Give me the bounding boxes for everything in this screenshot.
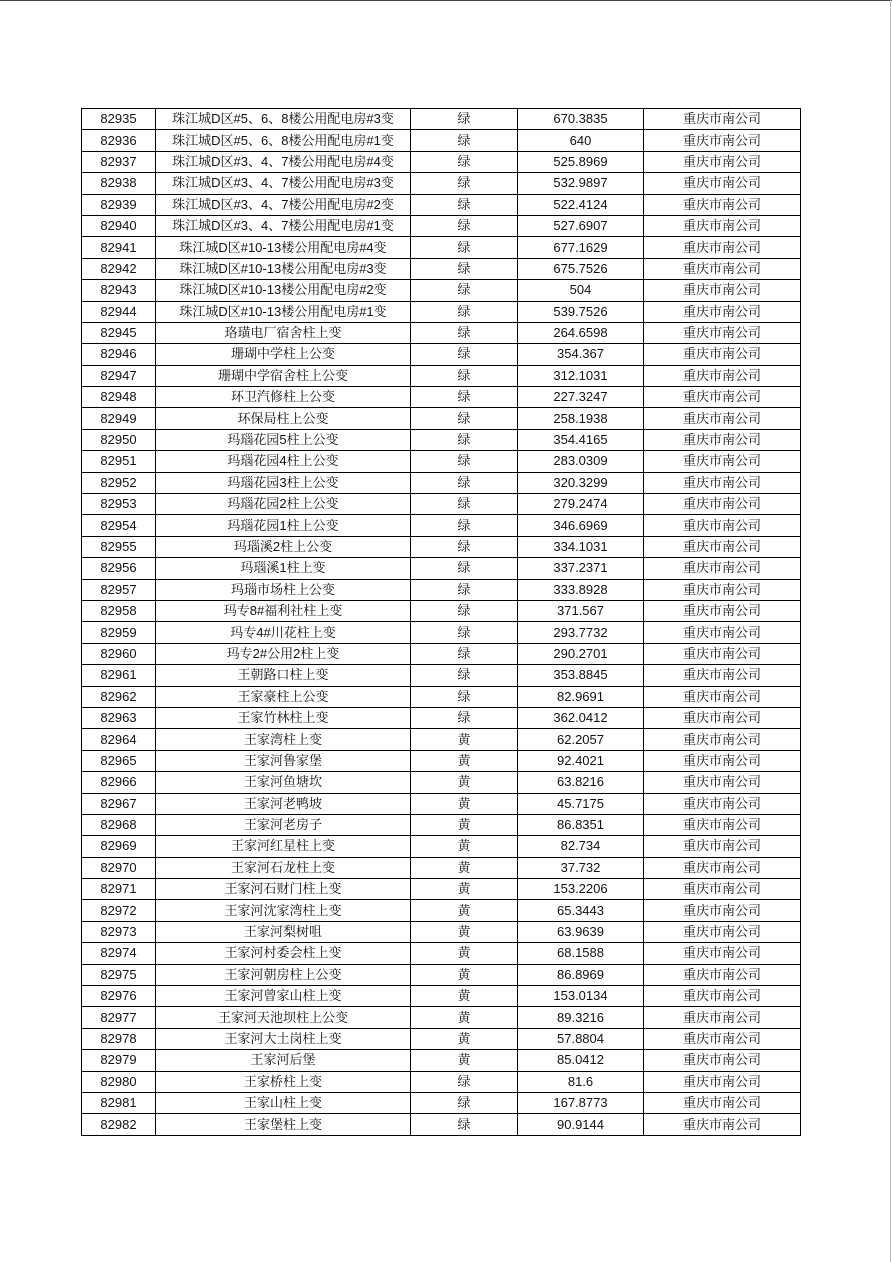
table-row (82, 408, 801, 429)
cell-name: 王家河石财门柱上变 (156, 879, 411, 900)
cell-value: 525.8969 (518, 151, 644, 172)
cell-company: 重庆市南公司 (644, 686, 801, 707)
cell-status: 黄 (411, 729, 518, 750)
table-row (82, 943, 801, 964)
cell-name: 玛瑙花园3柱上公变 (156, 472, 411, 493)
cell-id: 82976 (82, 986, 156, 1007)
cell-id: 82957 (82, 579, 156, 600)
cell-status: 绿 (411, 408, 518, 429)
cell-id: 82951 (82, 451, 156, 472)
cell-status: 黄 (411, 772, 518, 793)
table-row (82, 515, 801, 536)
cell-status: 绿 (411, 1071, 518, 1092)
table-row (82, 558, 801, 579)
cell-status: 绿 (411, 344, 518, 365)
cell-name: 环保局柱上公变 (156, 408, 411, 429)
table-row (82, 665, 801, 686)
cell-status: 绿 (411, 665, 518, 686)
cell-status: 绿 (411, 258, 518, 279)
cell-name: 玛专2#公用2柱上变 (156, 643, 411, 664)
cell-company: 重庆市南公司 (644, 943, 801, 964)
cell-id: 82955 (82, 536, 156, 557)
cell-value: 258.1938 (518, 408, 644, 429)
cell-name: 王家河石龙柱上变 (156, 857, 411, 878)
page-top-edge (0, 0, 892, 1)
table-body (82, 109, 801, 1136)
cell-value: 57.8804 (518, 1028, 644, 1049)
cell-id: 82935 (82, 109, 156, 130)
cell-status: 绿 (411, 280, 518, 301)
cell-name: 王家河朝房柱上公变 (156, 964, 411, 985)
cell-status: 绿 (411, 130, 518, 151)
cell-name: 玛瑙市场柱上公变 (156, 579, 411, 600)
cell-id: 82953 (82, 494, 156, 515)
cell-id: 82962 (82, 686, 156, 707)
cell-value: 63.9639 (518, 921, 644, 942)
table-row (82, 986, 801, 1007)
cell-id: 82937 (82, 151, 156, 172)
cell-value: 334.1031 (518, 536, 644, 557)
cell-value: 92.4021 (518, 750, 644, 771)
cell-company: 重庆市南公司 (644, 643, 801, 664)
cell-status: 绿 (411, 151, 518, 172)
cell-company: 重庆市南公司 (644, 879, 801, 900)
cell-value: 90.9144 (518, 1114, 644, 1135)
cell-value: 227.3247 (518, 387, 644, 408)
table-row (82, 472, 801, 493)
cell-id: 82964 (82, 729, 156, 750)
cell-name: 珊瑚中学柱上公变 (156, 344, 411, 365)
table-row (82, 1050, 801, 1071)
cell-company: 重庆市南公司 (644, 622, 801, 643)
table-row (82, 1071, 801, 1092)
table-row (82, 643, 801, 664)
cell-company: 重庆市南公司 (644, 365, 801, 386)
cell-name: 王家河沈家湾柱上变 (156, 900, 411, 921)
cell-value: 82.734 (518, 836, 644, 857)
cell-name: 珠江城D区#10-13楼公用配电房#4变 (156, 237, 411, 258)
cell-company: 重庆市南公司 (644, 921, 801, 942)
cell-value: 89.3216 (518, 1007, 644, 1028)
cell-company: 重庆市南公司 (644, 1028, 801, 1049)
cell-name: 王家河老鸭坡 (156, 793, 411, 814)
cell-id: 82938 (82, 173, 156, 194)
cell-value: 320.3299 (518, 472, 644, 493)
cell-company: 重庆市南公司 (644, 1007, 801, 1028)
cell-name: 王家河鱼塘坎 (156, 772, 411, 793)
cell-company: 重庆市南公司 (644, 600, 801, 621)
cell-company: 重庆市南公司 (644, 857, 801, 878)
cell-id: 82972 (82, 900, 156, 921)
cell-status: 绿 (411, 1114, 518, 1135)
cell-id: 82967 (82, 793, 156, 814)
table-row (82, 921, 801, 942)
table-row (82, 900, 801, 921)
cell-status: 黄 (411, 836, 518, 857)
cell-name: 王家河曾家山柱上变 (156, 986, 411, 1007)
cell-company: 重庆市南公司 (644, 579, 801, 600)
cell-company: 重庆市南公司 (644, 1071, 801, 1092)
table-row (82, 579, 801, 600)
cell-id: 82941 (82, 237, 156, 258)
cell-name: 珠江城D区#10-13楼公用配电房#2变 (156, 280, 411, 301)
cell-name: 珠江城D区#3、4、7楼公用配电房#2变 (156, 194, 411, 215)
cell-status: 绿 (411, 215, 518, 236)
cell-company: 重庆市南公司 (644, 494, 801, 515)
cell-company: 重庆市南公司 (644, 258, 801, 279)
cell-name: 玛瑙溪2柱上公变 (156, 536, 411, 557)
cell-id: 82961 (82, 665, 156, 686)
cell-value: 640 (518, 130, 644, 151)
cell-name: 王家河梨树咀 (156, 921, 411, 942)
cell-company: 重庆市南公司 (644, 387, 801, 408)
cell-value: 45.7175 (518, 793, 644, 814)
cell-company: 重庆市南公司 (644, 408, 801, 429)
cell-name: 王家河鲁家堡 (156, 750, 411, 771)
cell-name: 玛瑙花园1柱上公变 (156, 515, 411, 536)
cell-company: 重庆市南公司 (644, 515, 801, 536)
cell-status: 黄 (411, 1028, 518, 1049)
cell-value: 279.2474 (518, 494, 644, 515)
cell-status: 绿 (411, 451, 518, 472)
cell-value: 81.6 (518, 1071, 644, 1092)
table-row (82, 1028, 801, 1049)
cell-id: 82948 (82, 387, 156, 408)
cell-value: 68.1588 (518, 943, 644, 964)
cell-value: 677.1629 (518, 237, 644, 258)
cell-name: 珞璜电厂宿舍柱上变 (156, 322, 411, 343)
cell-status: 绿 (411, 558, 518, 579)
cell-company: 重庆市南公司 (644, 344, 801, 365)
cell-value: 522.4124 (518, 194, 644, 215)
cell-value: 290.2701 (518, 643, 644, 664)
cell-name: 珠江城D区#3、4、7楼公用配电房#1变 (156, 215, 411, 236)
cell-company: 重庆市南公司 (644, 280, 801, 301)
cell-value: 675.7526 (518, 258, 644, 279)
cell-name: 王家河红星柱上变 (156, 836, 411, 857)
table-row (82, 237, 801, 258)
cell-name: 珊瑚中学宿舍柱上公变 (156, 365, 411, 386)
cell-company: 重庆市南公司 (644, 322, 801, 343)
table-row (82, 280, 801, 301)
cell-company: 重庆市南公司 (644, 964, 801, 985)
cell-value: 353.8845 (518, 665, 644, 686)
transformer-table (81, 108, 801, 1136)
cell-name: 玛瑙花园4柱上公变 (156, 451, 411, 472)
cell-company: 重庆市南公司 (644, 536, 801, 557)
table-row (82, 494, 801, 515)
cell-name: 玛瑙花园5柱上公变 (156, 429, 411, 450)
cell-name: 王家河村委会柱上变 (156, 943, 411, 964)
table-row (82, 451, 801, 472)
cell-value: 371.567 (518, 600, 644, 621)
cell-name: 玛瑙溪1柱上变 (156, 558, 411, 579)
cell-company: 重庆市南公司 (644, 301, 801, 322)
cell-name: 王家堡柱上变 (156, 1114, 411, 1135)
cell-status: 绿 (411, 579, 518, 600)
cell-value: 670.3835 (518, 109, 644, 130)
cell-company: 重庆市南公司 (644, 1050, 801, 1071)
table-row (82, 387, 801, 408)
table-row (82, 429, 801, 450)
cell-id: 82971 (82, 879, 156, 900)
cell-company: 重庆市南公司 (644, 109, 801, 130)
cell-value: 527.6907 (518, 215, 644, 236)
cell-id: 82977 (82, 1007, 156, 1028)
cell-status: 绿 (411, 472, 518, 493)
table-row (82, 1007, 801, 1028)
table-row (82, 814, 801, 835)
cell-value: 37.732 (518, 857, 644, 878)
cell-id: 82945 (82, 322, 156, 343)
cell-company: 重庆市南公司 (644, 772, 801, 793)
cell-company: 重庆市南公司 (644, 750, 801, 771)
cell-value: 337.2371 (518, 558, 644, 579)
cell-value: 85.0412 (518, 1050, 644, 1071)
cell-status: 绿 (411, 686, 518, 707)
cell-value: 293.7732 (518, 622, 644, 643)
cell-company: 重庆市南公司 (644, 729, 801, 750)
cell-value: 153.0134 (518, 986, 644, 1007)
table-row (82, 365, 801, 386)
cell-name: 王家河老房子 (156, 814, 411, 835)
table-row (82, 686, 801, 707)
table-row (82, 750, 801, 771)
cell-company: 重庆市南公司 (644, 429, 801, 450)
cell-id: 82982 (82, 1114, 156, 1135)
cell-status: 绿 (411, 387, 518, 408)
cell-status: 绿 (411, 643, 518, 664)
cell-value: 86.8969 (518, 964, 644, 985)
cell-id: 82958 (82, 600, 156, 621)
table-row (82, 1114, 801, 1135)
cell-value: 504 (518, 280, 644, 301)
table-row (82, 130, 801, 151)
cell-id: 82947 (82, 365, 156, 386)
cell-company: 重庆市南公司 (644, 665, 801, 686)
cell-id: 82969 (82, 836, 156, 857)
cell-value: 167.8773 (518, 1092, 644, 1113)
cell-status: 黄 (411, 814, 518, 835)
cell-value: 539.7526 (518, 301, 644, 322)
cell-status: 绿 (411, 600, 518, 621)
cell-name: 玛专8#福利社柱上变 (156, 600, 411, 621)
cell-id: 82966 (82, 772, 156, 793)
table-row (82, 215, 801, 236)
cell-name: 珠江城D区#3、4、7楼公用配电房#3变 (156, 173, 411, 194)
cell-name: 珠江城D区#5、6、8楼公用配电房#1变 (156, 130, 411, 151)
cell-company: 重庆市南公司 (644, 472, 801, 493)
table-row (82, 173, 801, 194)
cell-status: 黄 (411, 793, 518, 814)
cell-name: 王家湾柱上变 (156, 729, 411, 750)
cell-value: 354.367 (518, 344, 644, 365)
table-row (82, 322, 801, 343)
cell-name: 王家山柱上变 (156, 1092, 411, 1113)
cell-id: 82975 (82, 964, 156, 985)
cell-value: 354.4165 (518, 429, 644, 450)
table-row (82, 622, 801, 643)
cell-company: 重庆市南公司 (644, 814, 801, 835)
cell-id: 82940 (82, 215, 156, 236)
table-row (82, 344, 801, 365)
cell-status: 绿 (411, 1092, 518, 1113)
cell-status: 绿 (411, 515, 518, 536)
table-row (82, 879, 801, 900)
cell-status: 黄 (411, 986, 518, 1007)
cell-id: 82980 (82, 1071, 156, 1092)
cell-name: 珠江城D区#10-13楼公用配电房#1变 (156, 301, 411, 322)
cell-id: 82943 (82, 280, 156, 301)
cell-id: 82942 (82, 258, 156, 279)
cell-company: 重庆市南公司 (644, 451, 801, 472)
cell-value: 362.0412 (518, 707, 644, 728)
cell-id: 82981 (82, 1092, 156, 1113)
table-row (82, 258, 801, 279)
cell-status: 绿 (411, 173, 518, 194)
cell-status: 黄 (411, 750, 518, 771)
cell-id: 82946 (82, 344, 156, 365)
cell-company: 重庆市南公司 (644, 793, 801, 814)
cell-name: 王朝路口柱上变 (156, 665, 411, 686)
table-row (82, 1092, 801, 1113)
cell-status: 绿 (411, 494, 518, 515)
cell-name: 玛专4#川花柱上变 (156, 622, 411, 643)
cell-status: 黄 (411, 857, 518, 878)
cell-status: 黄 (411, 879, 518, 900)
cell-id: 82979 (82, 1050, 156, 1071)
cell-company: 重庆市南公司 (644, 707, 801, 728)
cell-status: 绿 (411, 365, 518, 386)
cell-id: 82974 (82, 943, 156, 964)
cell-status: 绿 (411, 322, 518, 343)
cell-company: 重庆市南公司 (644, 1092, 801, 1113)
cell-value: 532.9897 (518, 173, 644, 194)
cell-company: 重庆市南公司 (644, 836, 801, 857)
cell-name: 王家豪柱上公变 (156, 686, 411, 707)
cell-id: 82970 (82, 857, 156, 878)
cell-id: 82960 (82, 643, 156, 664)
cell-status: 黄 (411, 943, 518, 964)
cell-status: 绿 (411, 109, 518, 130)
table-row (82, 301, 801, 322)
cell-value: 62.2057 (518, 729, 644, 750)
cell-status: 绿 (411, 194, 518, 215)
cell-company: 重庆市南公司 (644, 986, 801, 1007)
cell-id: 82939 (82, 194, 156, 215)
cell-id: 82952 (82, 472, 156, 493)
cell-company: 重庆市南公司 (644, 558, 801, 579)
page-right-edge (890, 0, 891, 1262)
table-row (82, 151, 801, 172)
cell-name: 环卫汽修柱上公变 (156, 387, 411, 408)
cell-company: 重庆市南公司 (644, 173, 801, 194)
cell-value: 86.8351 (518, 814, 644, 835)
cell-name: 玛瑙花园2柱上公变 (156, 494, 411, 515)
cell-status: 黄 (411, 964, 518, 985)
cell-value: 312.1031 (518, 365, 644, 386)
cell-company: 重庆市南公司 (644, 237, 801, 258)
table-row (82, 836, 801, 857)
table-row (82, 109, 801, 130)
cell-status: 黄 (411, 1050, 518, 1071)
cell-company: 重庆市南公司 (644, 1114, 801, 1135)
cell-value: 283.0309 (518, 451, 644, 472)
cell-status: 绿 (411, 237, 518, 258)
cell-value: 153.2206 (518, 879, 644, 900)
cell-name: 珠江城D区#3、4、7楼公用配电房#4变 (156, 151, 411, 172)
cell-name: 王家河大土岗柱上变 (156, 1028, 411, 1049)
cell-status: 绿 (411, 707, 518, 728)
cell-name: 珠江城D区#10-13楼公用配电房#3变 (156, 258, 411, 279)
cell-id: 82959 (82, 622, 156, 643)
cell-value: 82.9691 (518, 686, 644, 707)
cell-id: 82963 (82, 707, 156, 728)
table-row (82, 793, 801, 814)
table-row (82, 772, 801, 793)
table-row (82, 964, 801, 985)
cell-status: 黄 (411, 900, 518, 921)
cell-value: 346.6969 (518, 515, 644, 536)
cell-company: 重庆市南公司 (644, 215, 801, 236)
cell-id: 82973 (82, 921, 156, 942)
cell-status: 绿 (411, 301, 518, 322)
cell-name: 珠江城D区#5、6、8楼公用配电房#3变 (156, 109, 411, 130)
cell-name: 王家竹林柱上变 (156, 707, 411, 728)
cell-status: 绿 (411, 536, 518, 557)
cell-status: 绿 (411, 429, 518, 450)
cell-name: 王家桥柱上变 (156, 1071, 411, 1092)
cell-id: 82968 (82, 814, 156, 835)
table-row (82, 600, 801, 621)
table-row (82, 857, 801, 878)
cell-id: 82965 (82, 750, 156, 771)
table-row (82, 536, 801, 557)
cell-value: 63.8216 (518, 772, 644, 793)
cell-id: 82978 (82, 1028, 156, 1049)
cell-name: 王家河后堡 (156, 1050, 411, 1071)
cell-company: 重庆市南公司 (644, 130, 801, 151)
cell-value: 333.8928 (518, 579, 644, 600)
table-row (82, 707, 801, 728)
cell-id: 82936 (82, 130, 156, 151)
table-row (82, 729, 801, 750)
cell-id: 82956 (82, 558, 156, 579)
cell-status: 黄 (411, 921, 518, 942)
cell-company: 重庆市南公司 (644, 194, 801, 215)
cell-company: 重庆市南公司 (644, 900, 801, 921)
cell-company: 重庆市南公司 (644, 151, 801, 172)
table-row (82, 194, 801, 215)
cell-id: 82954 (82, 515, 156, 536)
cell-status: 绿 (411, 622, 518, 643)
cell-status: 黄 (411, 1007, 518, 1028)
cell-name: 王家河天池坝柱上公变 (156, 1007, 411, 1028)
cell-id: 82944 (82, 301, 156, 322)
cell-value: 65.3443 (518, 900, 644, 921)
cell-value: 264.6598 (518, 322, 644, 343)
cell-id: 82949 (82, 408, 156, 429)
cell-id: 82950 (82, 429, 156, 450)
